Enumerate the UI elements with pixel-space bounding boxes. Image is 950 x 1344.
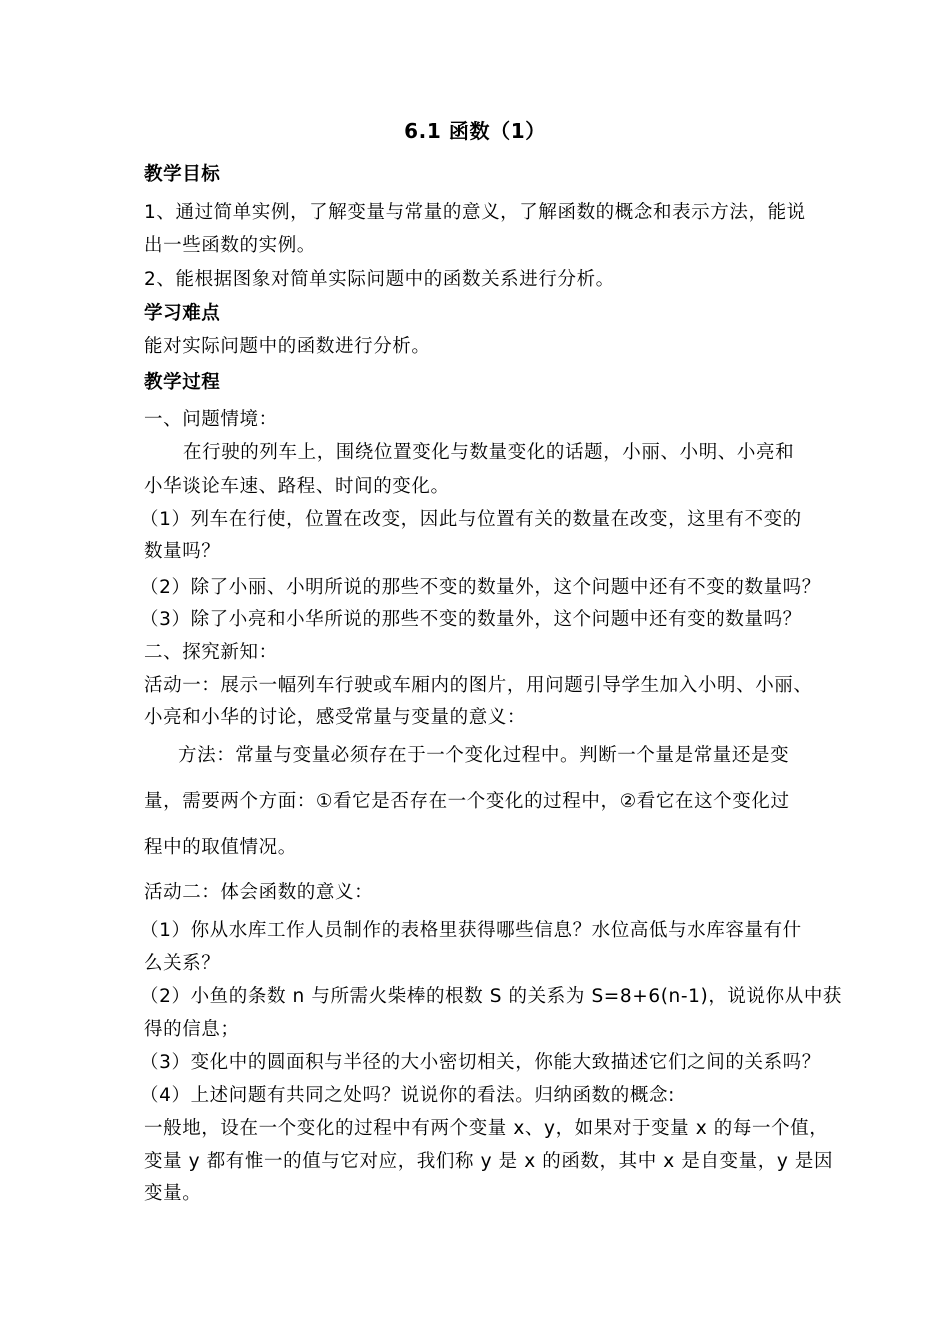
activity-2-heading: 活动二：体会函数的意义： [144,882,374,903]
scenario-line-2: 小华谈论车速、路程、时间的变化。 [144,476,450,497]
heading-process: 教学过程 [144,372,221,393]
section-1-heading: 一、问题情境： [144,409,278,430]
goal-1-line-1: 1、通过简单实例，了解变量与常量的意义，了解函数的概念和表示方法，能说 [144,202,806,223]
point-4: （4）上述问题有共同之处吗？说说你的看法。归纳函数的概念: [140,1085,675,1106]
section-2-heading: 二、探究新知： [144,642,278,663]
goal-2: 2、能根据图象对简单实际问题中的函数关系进行分析。 [144,269,615,290]
point-1-line-2: 么关系？ [144,953,221,974]
activity-1-line-2: 小亮和小华的讨论，感受常量与变量的意义： [144,707,527,728]
question-2: （2）除了小丽、小明所说的那些不变的数量外，这个问题中还有不变的数量吗？ [140,577,821,598]
question-1-line-2: 数量吗？ [144,541,221,562]
heading-goals: 教学目标 [144,164,221,185]
point-1-line-1: （1）你从水库工作人员制作的表格里获得哪些信息？水位高低与水库容量有什 [140,920,802,941]
question-3: （3）除了小亮和小华所说的那些不变的数量外，这个问题中还有变的数量吗？ [140,609,802,630]
method-line-1: 方法：常量与变量必须存在于一个变化过程中。判断一个量是常量还是变 [178,745,790,766]
definition-line-1: 一般地，设在一个变化的过程中有两个变量 x、y，如果对于变量 x 的每一个值， [144,1118,829,1139]
definition-line-3: 变量。 [144,1183,202,1204]
goal-1-line-2: 出一些函数的实例。 [144,235,316,256]
heading-difficulty: 学习难点 [144,303,221,324]
definition-line-2: 变量 y 都有惟一的值与它对应，我们称 y 是 x 的函数，其中 x 是自变量，y 是因 [144,1151,834,1172]
page-title: 6.1 函数（1） [404,119,546,143]
method-line-3: 程中的取值情况。 [144,837,297,858]
question-1-line-1: （1）列车在行使，位置在改变，因此与位置有关的数量在改变，这里有不变的 [140,509,802,530]
scenario-line-1: 在行驶的列车上，围绕位置变化与数量变化的话题，小丽、小明、小亮和 [183,442,795,463]
activity-1-line-1: 活动一：展示一幅列车行驶或车厢内的图片，用问题引导学生加入小明、小丽、 [144,675,813,696]
point-3: （3）变化中的圆面积与半径的大小密切相关，你能大致描述它们之间的关系吗？ [140,1052,821,1073]
point-2-line-2: 得的信息； [144,1019,240,1040]
difficulty-text: 能对实际问题中的函数进行分析。 [144,336,431,357]
method-line-2: 量，需要两个方面：①看它是否存在一个变化的过程中，②看它在这个变化过 [144,791,790,812]
point-2-line-1: （2）小鱼的条数 n 与所需火柴棒的根数 S 的关系为 S=8+6(n-1)，说说你从中获 [140,986,843,1007]
